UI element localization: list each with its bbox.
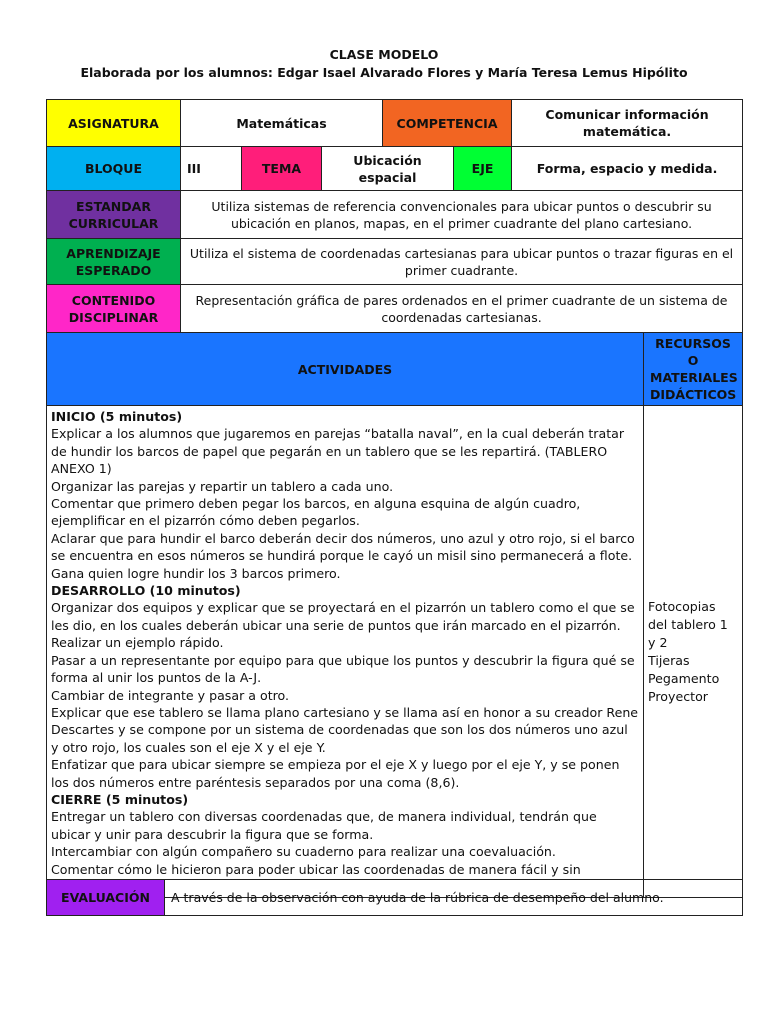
asignatura-value: Matemáticas (181, 100, 383, 147)
estandar-value: Utiliza sistemas de referencia convencionales para ubicar puntos o descubrir su ubicación en planos, mapas, en el primer cuadrante del plano cartesiano. (181, 191, 743, 239)
recurso-item: Proyector (648, 688, 708, 704)
inicio-line: Organizar las parejas y repartir un tablero a cada uno. (51, 478, 394, 494)
evaluacion-label: EVALUACIÓN (47, 880, 165, 916)
document-title: CLASE MODELO (329, 47, 439, 62)
desarrollo-heading: DESARROLLO (10 minutos) (51, 583, 241, 599)
contenido-label: CONTENIDO DISCIPLINAR (47, 285, 181, 333)
bloque-label: BLOQUE (47, 147, 181, 191)
aprendizaje-value: Utiliza el sistema de coordenadas cartesianas para ubicar puntos o trazar figuras en el primer cuadrante. (181, 239, 743, 285)
row-contenido (47, 285, 743, 333)
desarrollo-line: Organizar dos equipos y explicar que se proyectará en el pizarrón un tablero como el que se les dio, en los cuales deberán ubicar una serie de puntos que irán marcado en el pizarrón. Realizar un ejemplo rápido. (51, 600, 635, 651)
competencia-label: COMPETENCIA (383, 100, 512, 147)
recurso-item: Tijeras (648, 652, 690, 668)
recursos-label: RECURSOS O MATERIALES DIDÁCTICOS (644, 333, 743, 406)
inicio-line: Comentar que primero deben pegar los barcos, en alguna esquina de algún cuadro, ejemplificar en el pizarrón cómo deben pegarlos. (51, 496, 581, 529)
eje-label: EJE (454, 147, 512, 191)
estandar-label: ESTANDAR CURRICULAR (47, 191, 181, 239)
inicio-line: Explicar a los alumnos que jugaremos en parejas “batalla naval”, en la cual deberán tratar de hundir los barcos de papel que pegarán en un tablero que se les repartirá. (TABLERO ANEXO 1) (51, 426, 625, 477)
row-estandar (47, 191, 743, 239)
actividades-content (47, 406, 644, 898)
document-subtitle: Elaborada por los alumnos: Edgar Isael Alvarado Flores y María Teresa Lemus Hipólito (80, 65, 688, 80)
lesson-plan-table (46, 99, 743, 898)
tema-value: Ubicación espacial (322, 147, 454, 191)
document-header (0, 46, 768, 82)
row-evaluacion (47, 880, 743, 916)
row-asignatura (47, 100, 743, 147)
cierre-line: Intercambiar con algún compañero su cuaderno para realizar una coevaluación. (51, 844, 556, 860)
competencia-value: Comunicar información matemática. (512, 100, 743, 147)
eje-value: Forma, espacio y medida. (512, 147, 743, 191)
recurso-item: Fotocopias del tablero 1 y 2 (648, 598, 728, 650)
evaluacion-table (46, 879, 743, 916)
desarrollo-line: Explicar que ese tablero se llama plano cartesiano y se llama así en honor a su creador Rene Descartes y se compone por un sistema de coordenadas que son los dos números uno azul y otro rojo, los cuales son el eje X y el eje Y. (51, 704, 639, 755)
tema-label: TEMA (242, 147, 322, 191)
aprendizaje-label: APRENDIZAJE ESPERADO (47, 239, 181, 285)
cierre-heading: CIERRE (5 minutos) (51, 791, 189, 807)
bloque-value: III (181, 147, 242, 191)
desarrollo-line: Cambiar de integrante y pasar a otro. (51, 687, 290, 703)
row-actividades-body (47, 406, 743, 898)
asignatura-label: ASIGNATURA (47, 100, 181, 147)
row-aprendizaje (47, 239, 743, 285)
contenido-value: Representación gráfica de pares ordenados en el primer cuadrante de un sistema de coordenadas cartesianas. (181, 285, 743, 333)
row-bloque (47, 147, 743, 191)
recursos-content (644, 406, 743, 898)
evaluacion-value: A través de la observación con ayuda de la rúbrica de desempeño del alumno. (165, 880, 743, 916)
inicio-heading: INICIO (5 minutos) (51, 409, 183, 424)
recurso-item: Pegamento (648, 670, 720, 686)
desarrollo-line: Pasar a un representante por equipo para que ubique los puntos y descubrir la figura qué se forma al unir los puntos de la A-J. (51, 652, 635, 686)
cierre-line: Comentar cómo le hicieron para poder ubicar las coordenadas de manera fácil y sin (51, 861, 581, 877)
actividades-label: ACTIVIDADES (47, 333, 644, 406)
row-actividades-header (47, 333, 743, 406)
inicio-line: Aclarar que para hundir el barco deberán decir dos números, uno azul y otro rojo, si el barco se encuentra en esos números se hundirá porque le cayó un misil sino permanecerá a flote. Gana quien logre hundir los 3 barcos primero. (51, 530, 635, 581)
cierre-line: Entregar un tablero con diversas coordenadas que, de manera individual, tendrán que ubicar y unir para descubrir la figura que se forma. (51, 809, 597, 842)
desarrollo-line: Enfatizar que para ubicar siempre se empieza por el eje X y luego por el eje Y, y se ponen los dos números entre paréntesis separados por una coma (8,6). (51, 757, 620, 790)
